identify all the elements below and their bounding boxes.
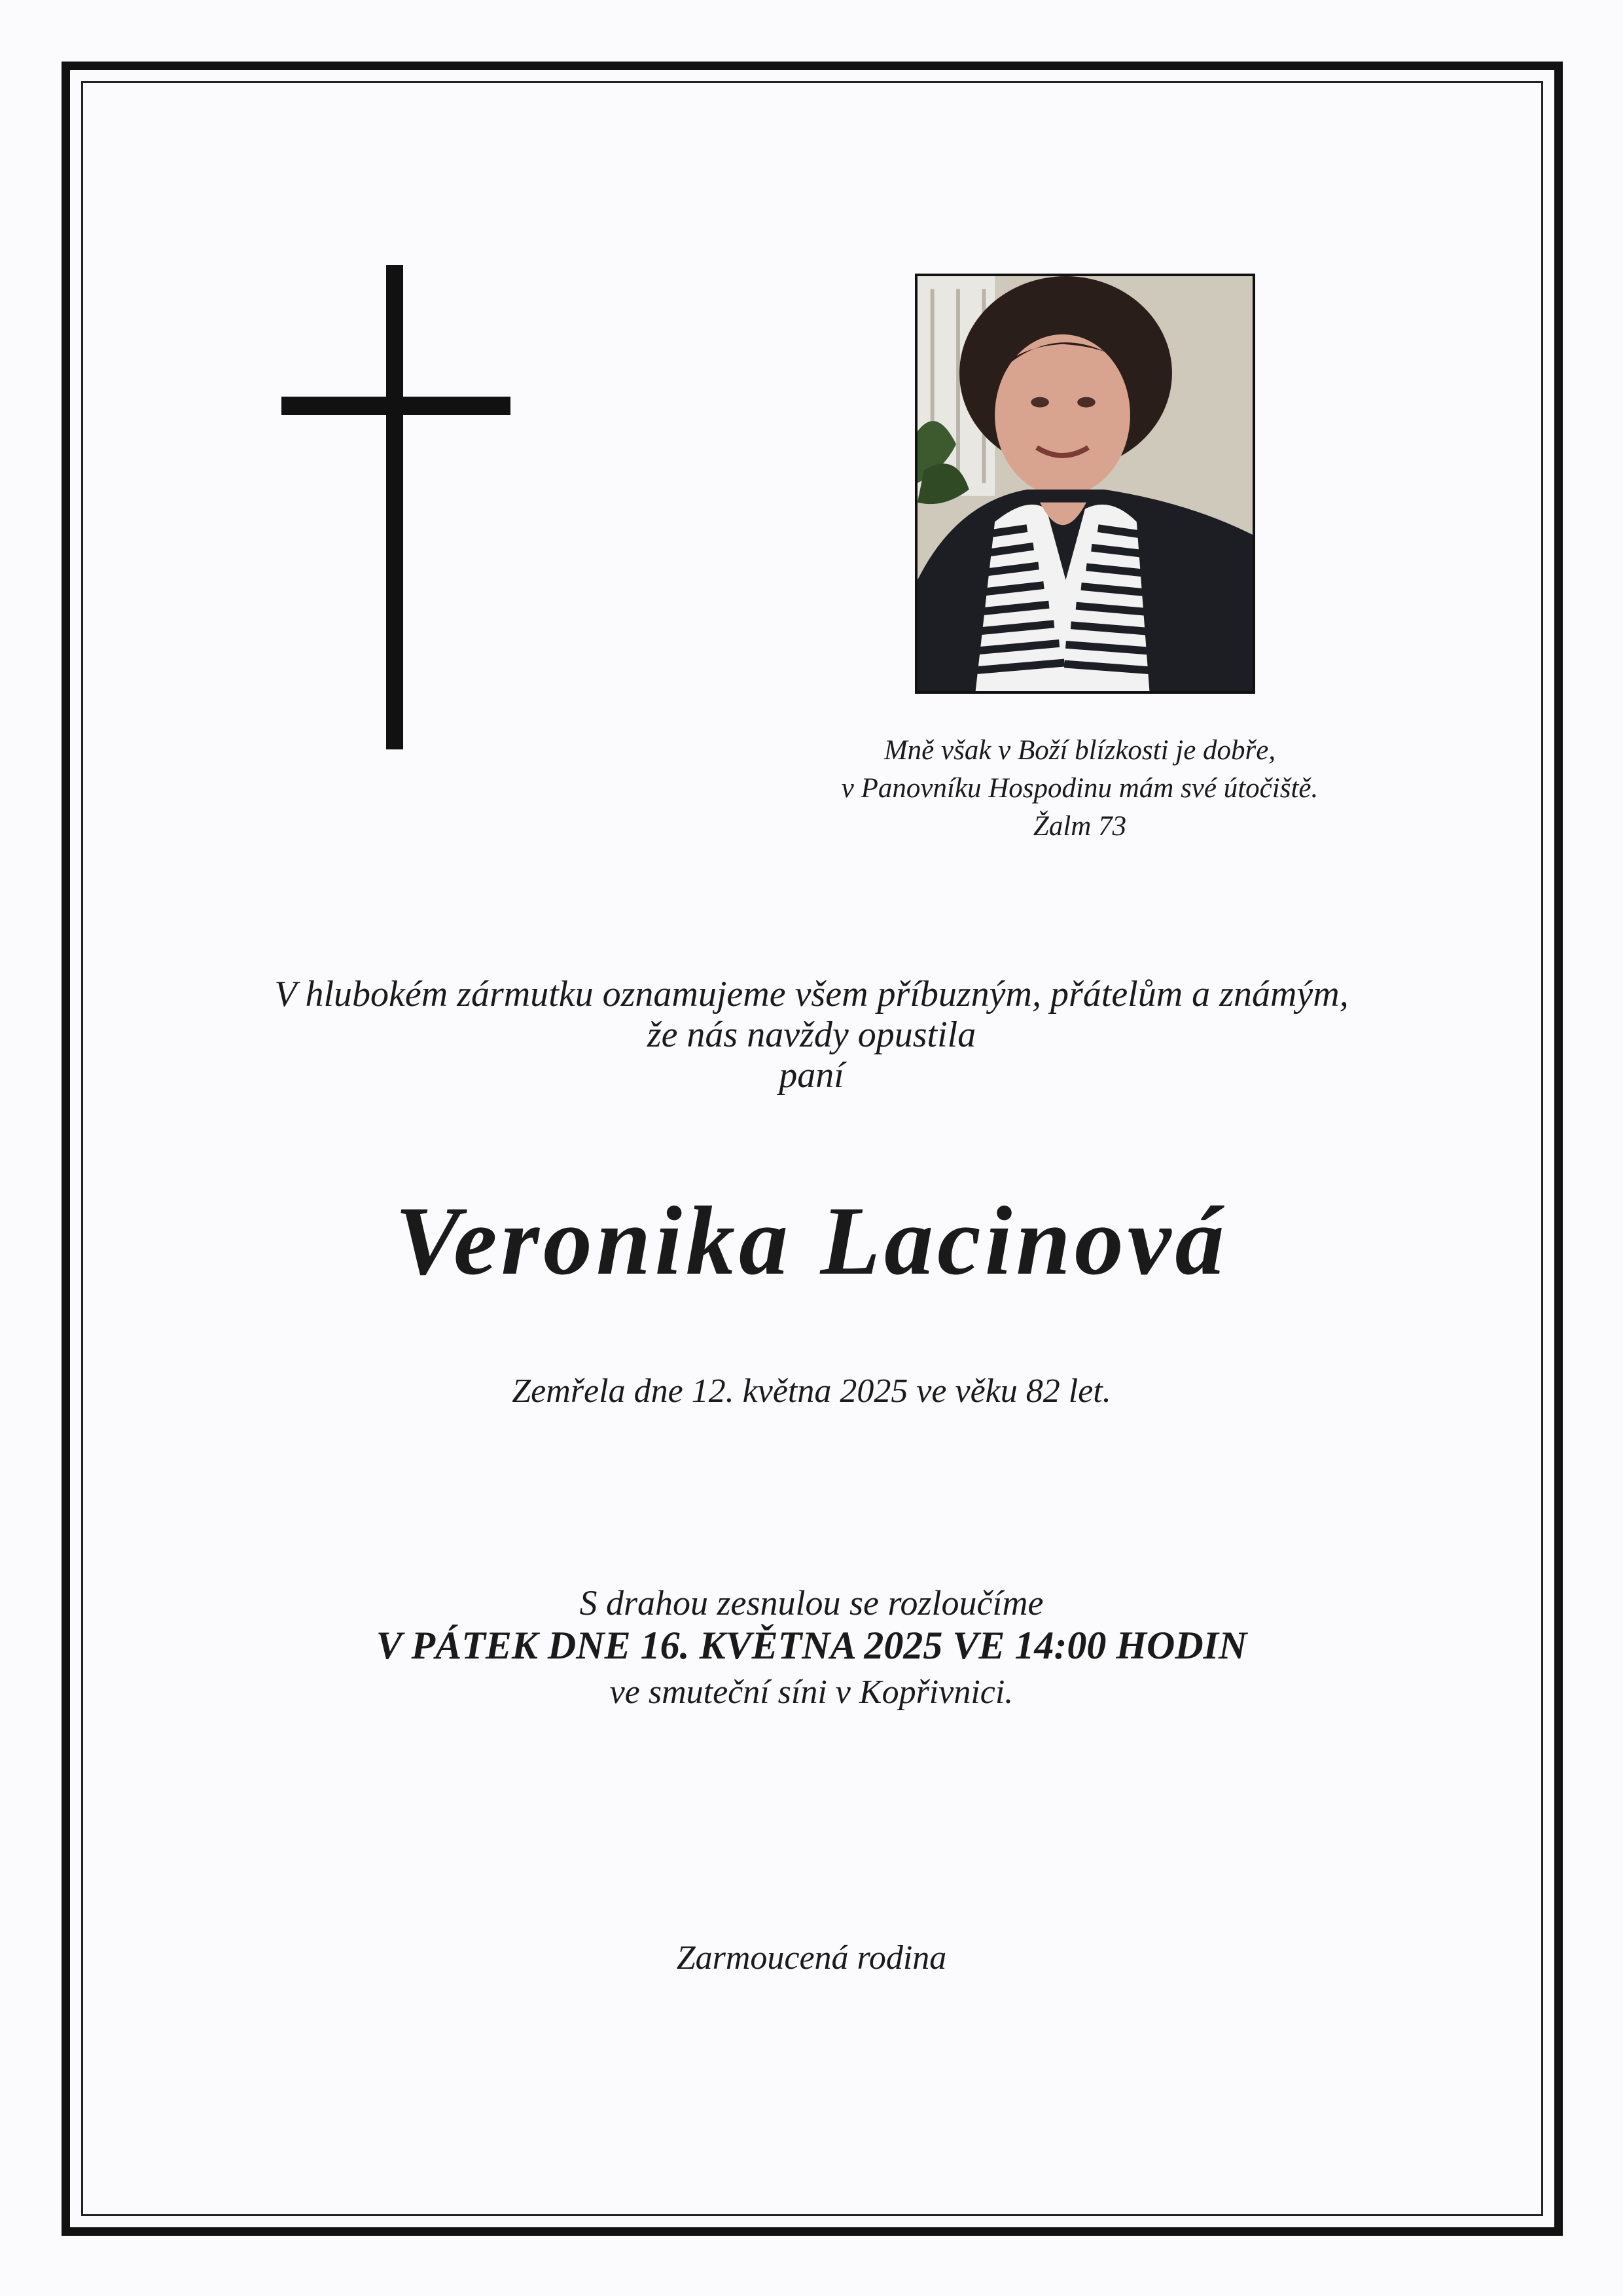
announcement	[0, 974, 1623, 1096]
portrait-illustration	[918, 276, 1253, 691]
announcement-line-2: že nás navždy opustila	[647, 1014, 976, 1055]
family-signature: Zarmoucená rodina	[676, 1939, 947, 1977]
psalm-line-2: v Panovníku Hospodinu mám své útočiště.	[841, 773, 1319, 804]
announcement-line-1: V hlubokém zármutku oznamujeme všem příbuzným, přátelům a známým,	[274, 974, 1349, 1014]
cross-vertical-bar	[386, 265, 403, 749]
farewell-intro: S drahou zesnulou se rozloučíme	[579, 1583, 1044, 1623]
deceased-name: Veronika Lacinová	[395, 1187, 1228, 1295]
psalm-quote	[792, 732, 1368, 846]
funeral-date: V PÁTEK DNE 16. KVĚTNA 2025 VE 14:00 HODIN	[376, 1624, 1247, 1667]
funeral-place: ve smuteční síni v Kopřivnici.	[609, 1674, 1014, 1711]
portrait-photo	[915, 274, 1255, 694]
cross-horizontal-bar	[281, 397, 510, 415]
death-date-line: Zemřela dne 12. května 2025 ve věku 82 let.	[512, 1372, 1111, 1410]
announcement-line-3: paní	[779, 1055, 844, 1096]
psalm-reference: Žalm 73	[1033, 811, 1127, 842]
psalm-line-1: Mně však v Boží blízkosti je dobře,	[883, 735, 1276, 766]
